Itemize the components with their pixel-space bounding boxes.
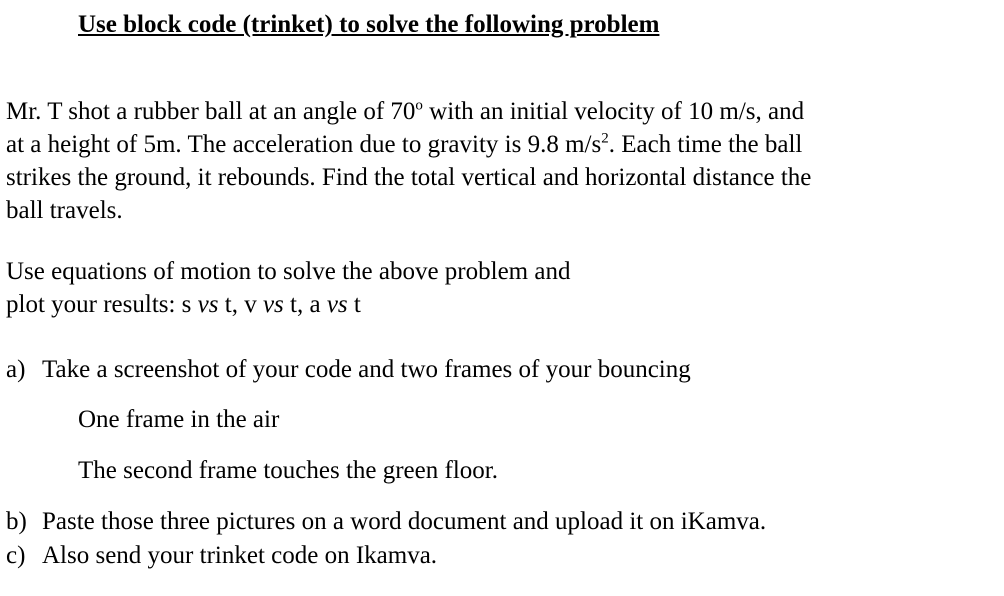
task-item-b xyxy=(6,505,766,538)
task-item-a xyxy=(6,353,691,386)
instructions xyxy=(6,255,966,321)
page-title: Use block code (trinket) to solve the following problem xyxy=(78,11,660,38)
instructions-line-1: Use equations of motion to solve the above problem and xyxy=(6,258,571,285)
task-marker: a) xyxy=(6,356,26,383)
task-text: Also send your trinket code on Ikamva. xyxy=(42,542,438,569)
subitem-frame-air: One frame in the air xyxy=(78,406,280,433)
problem-line-2: at a height of 5m. The acceleration due to gravity is 9.8 $m/s^2$. Each time the ball xyxy=(6,130,803,158)
degree-symbol: o xyxy=(415,97,423,114)
task-marker: b) xyxy=(6,508,27,535)
subitem-frame-floor: The second frame touches the green floor. xyxy=(78,457,498,484)
problem-statement xyxy=(6,95,966,227)
problem-line-4: ball travels. xyxy=(6,197,123,224)
task-marker: c) xyxy=(6,542,26,569)
instructions-line-2: plot your results: s vs t, v vs t, a vs t xyxy=(6,291,361,318)
task-text: Take a screenshot of your code and two frames of your bouncing xyxy=(42,356,691,383)
problem-line-1: Mr. T shot a rubber ball at an angle of 70$^o$ with an initial velocity of 10 m/s, and xyxy=(6,97,805,125)
task-text: Paste those three pictures on a word document and upload it on iKamva. xyxy=(42,508,767,535)
problem-line-3: strikes the ground, it rebounds. Find the total vertical and horizontal distance the xyxy=(6,164,812,191)
squared-exponent: 2 xyxy=(601,130,609,147)
task-item-c xyxy=(6,539,437,572)
